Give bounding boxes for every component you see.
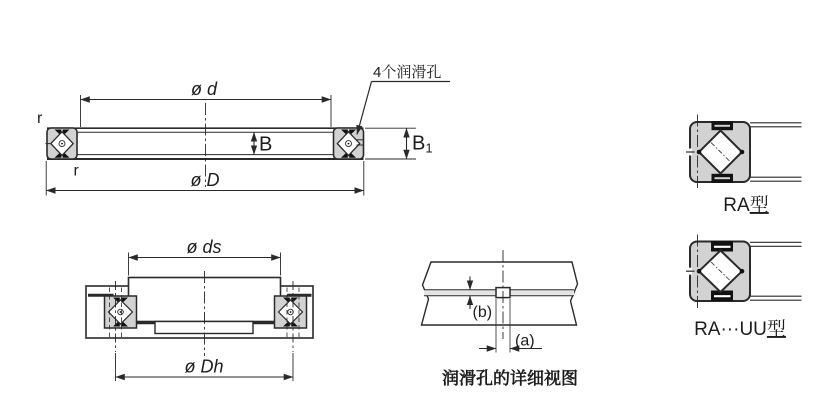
ra-type-symbol [686, 115, 802, 217]
leader-line-diagonal [357, 82, 372, 135]
radius-label-top: r [37, 110, 43, 127]
dim-label-B: B [259, 133, 273, 156]
dim-label-outer: ø D [190, 170, 220, 190]
lower-clamp-plate [155, 322, 253, 334]
radius-label-bottom: r [73, 162, 79, 180]
dim-label-b: (b) [472, 304, 493, 321]
dim-label-bore: ø d [190, 79, 218, 99]
detail-caption: 润滑孔的详细视图 [442, 369, 578, 388]
corner-dot [740, 150, 745, 155]
dim-label-B1: B1 [412, 132, 433, 156]
lubrication-hole-detail-figure [422, 250, 579, 388]
ra-uu-type-symbol [686, 235, 802, 341]
corner-dot [740, 269, 745, 274]
lubrication-holes-label: 4个润滑孔 [373, 64, 442, 81]
dim-label-housing-seat: ø Dh [184, 356, 224, 377]
dim-label-a: (a) [515, 332, 535, 350]
main-cross-section-figure [37, 63, 450, 196]
ra-type-label: RA型 [723, 195, 769, 216]
bearing-left-section [46, 128, 78, 159]
bearing-right-section [334, 128, 364, 159]
dim-label-shaft-seat: ø ds [186, 237, 222, 257]
ra-uu-type-label: RA···UU型 [694, 319, 786, 340]
mounting-figure [86, 237, 313, 381]
mounted-bearing-right [275, 296, 307, 328]
